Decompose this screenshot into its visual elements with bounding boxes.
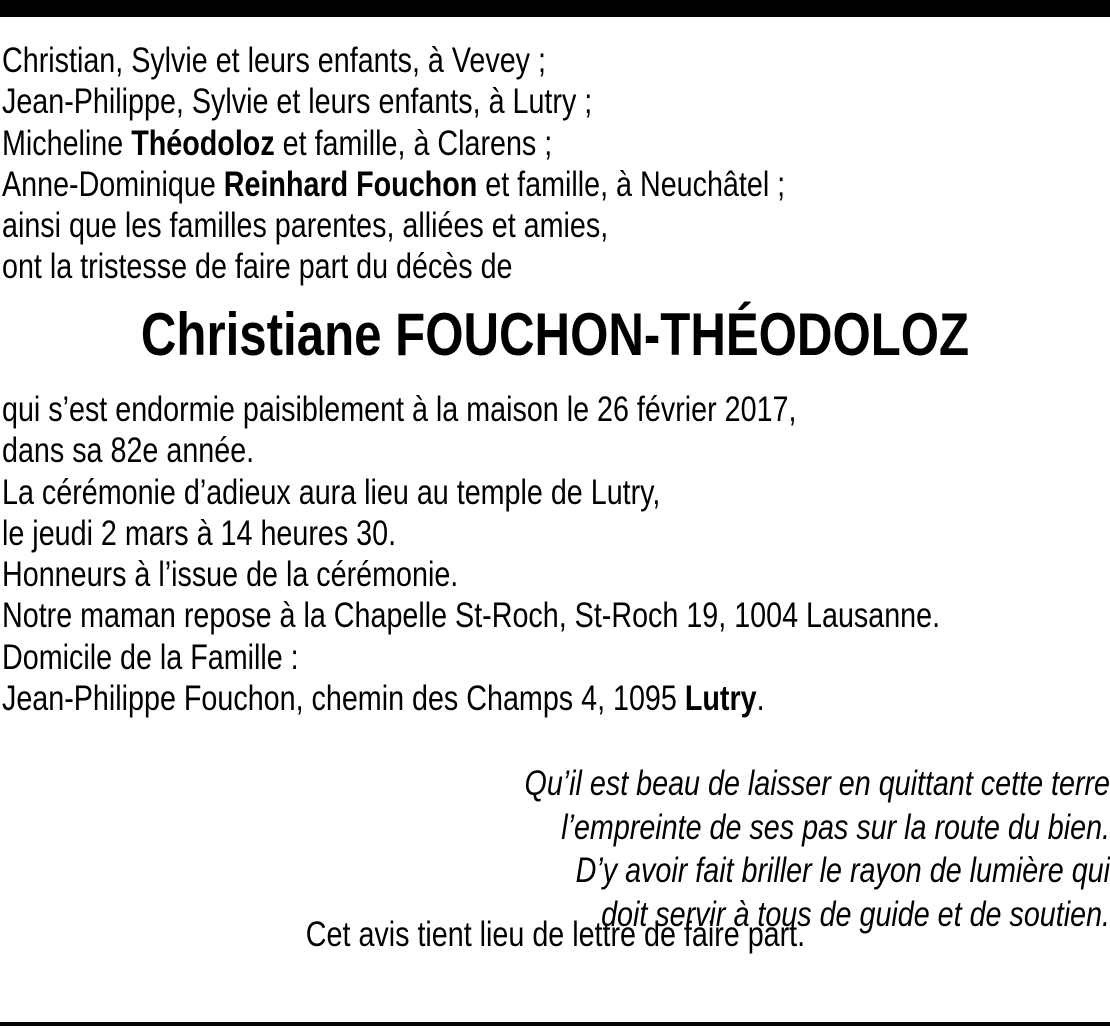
footer-row — [0, 914, 1110, 955]
footer-note: Cet avis tient lieu de lettre de faire part. — [305, 915, 805, 954]
family-line-text: Anne-Dominique — [2, 164, 224, 204]
family-line-text: et famille, à Neuchâtel ; — [477, 164, 786, 204]
family-line: Christian, Sylvie et leurs enfants, à Vevey ; — [2, 41, 546, 80]
poem-line: D’y avoir fait briller le rayon de lumière qui — [575, 851, 1110, 891]
detail-line: Domicile de la Famille : — [2, 637, 299, 677]
family-line-text: et famille, à Clarens ; — [274, 123, 553, 163]
poem — [525, 762, 1110, 937]
detail-line: le jeudi 2 mars à 14 heures 30. — [2, 513, 397, 553]
family-line: ainsi que les familles parentes, alliées et amies, — [2, 206, 609, 246]
detail-line: qui s’est endormie paisiblement à la maison le 26 février 2017, — [2, 390, 797, 429]
deceased-name-row — [0, 299, 1110, 371]
detail-line: La cérémonie d’adieux aura lieu au temple de Lutry, — [2, 472, 661, 512]
detail-line: Notre maman repose à la Chapelle St-Roch, St-Roch 19, 1004 Lausanne. — [2, 596, 941, 636]
detail-line — [2, 678, 940, 719]
family-line: Jean-Philippe, Sylvie et leurs enfants, à Lutry ; — [2, 82, 593, 122]
family-surname: Théodoloz — [131, 123, 275, 163]
poem-line: l’empreinte de ses pas sur la route du bien. — [561, 807, 1110, 847]
family-line — [2, 164, 785, 205]
poem-line: doit servir à tous de guide et de soutien. — [601, 895, 1110, 935]
detail-line-text: . — [756, 679, 765, 719]
bottom-rule — [0, 1022, 1110, 1026]
family-line — [2, 123, 785, 164]
address-town: Lutry — [684, 679, 757, 719]
deceased-name: Christiane FOUCHON-THÉODOLOZ — [140, 301, 970, 368]
detail-line-text: Jean-Philippe Fouchon, chemin des Champs 4, 1095 — [2, 679, 685, 719]
detail-line: Honneurs à l’issue de la cérémonie. — [2, 555, 459, 595]
poem-line: Qu’il est beau de laisser en quittant cette terre — [524, 764, 1110, 803]
top-rule — [0, 0, 1110, 17]
detail-line: dans sa 82e année. — [2, 431, 255, 471]
family-line-text: Micheline — [2, 123, 132, 163]
family-announcement — [2, 40, 785, 288]
family-surname: Reinhard Fouchon — [223, 164, 478, 204]
ceremony-details — [2, 389, 940, 719]
family-line: ont la tristesse de faire part du décès de — [2, 247, 513, 287]
